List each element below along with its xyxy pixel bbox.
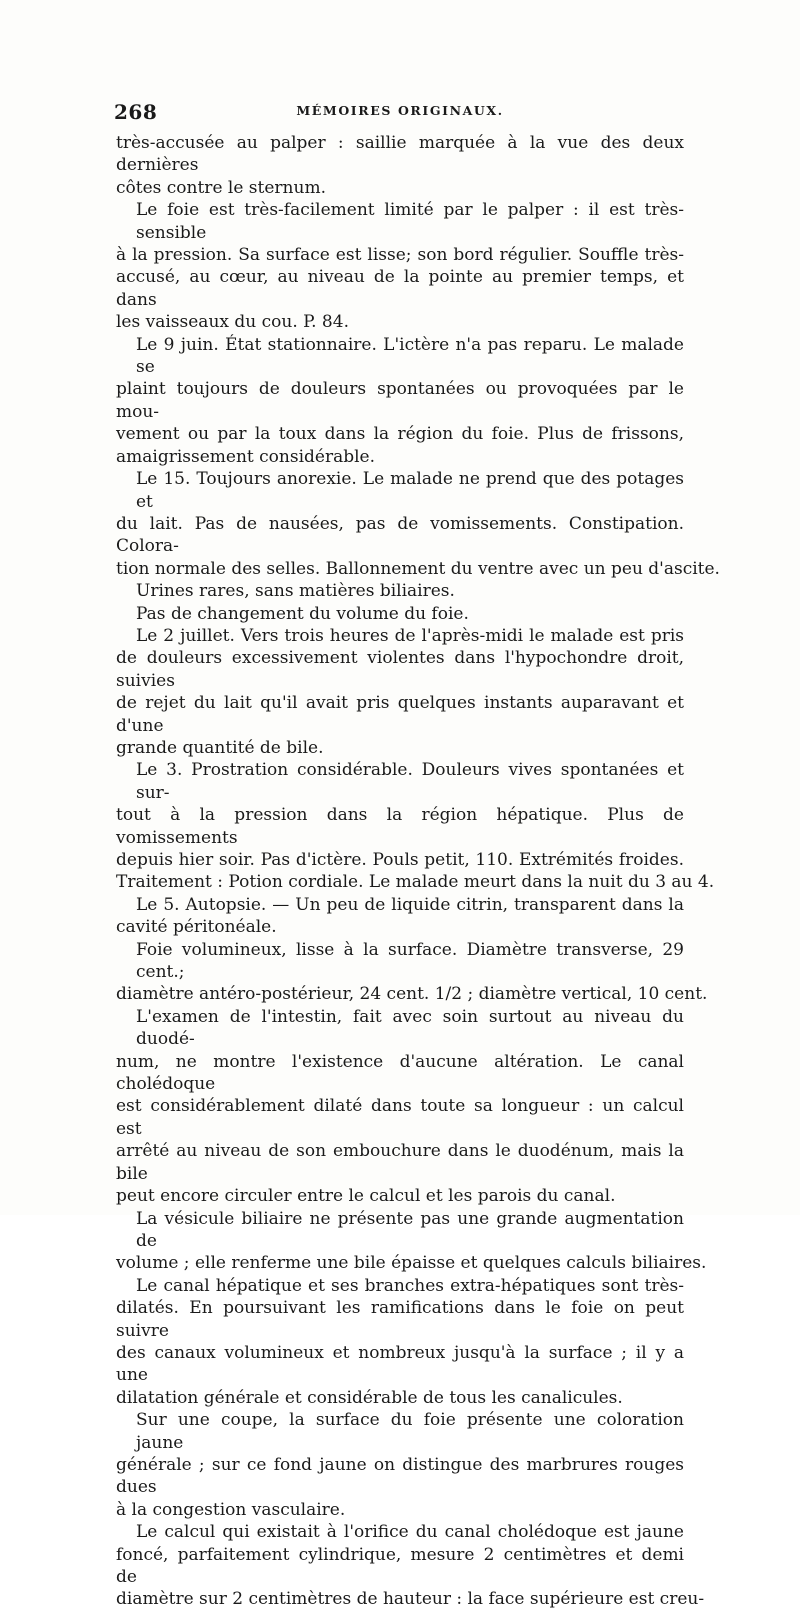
text-line: Le foie est très-facilement limité par le palper : il est très-sensible <box>136 200 684 243</box>
paragraph <box>116 199 684 333</box>
text-line: vement ou par la toux dans la région du foie. Plus de frissons, <box>116 424 684 445</box>
text-line: Foie volumineux, lisse à la surface. Diamètre transverse, 29 cent.; <box>136 939 684 983</box>
text-line: dilatés. En poursuivant les ramifications dans le foie on peut suivre <box>116 1298 684 1341</box>
paragraph <box>116 759 715 893</box>
text-line: Le 2 juillet. Vers trois heures de l'après-midi le malade est pris <box>136 625 684 646</box>
page-number: 268 <box>114 100 158 124</box>
text-line: Le calcul qui existait à l'orifice du canal cholédoque est jaune <box>136 1522 684 1543</box>
text-line: plaint toujours de douleurs spontanées ou provoquées par le mou- <box>116 379 684 422</box>
text-line: L'examen de l'intestin, fait avec soin surtout au niveau du duodé- <box>136 1006 684 1050</box>
text-line: diamètre sur 2 centimètres de hauteur : la face supérieure est creu- <box>116 1589 705 1610</box>
text-line: accusé, au cœur, au niveau de la pointe au premier temps, et dans <box>116 267 684 310</box>
text-line: à la pression. Sa surface est lisse; son bord régulier. Souffle très- <box>116 245 684 266</box>
paragraph <box>116 1409 684 1521</box>
text-line: tion normale des selles. Ballonnement du ventre avec un peu d'ascite. <box>116 558 720 579</box>
text-line: à la congestion vasculaire. <box>116 1499 346 1520</box>
paragraph <box>116 1521 705 1611</box>
text-line: foncé, parfaitement cylindrique, mesure 2 centimètres et demi de <box>116 1544 684 1587</box>
text-line: Le canal hépatique et ses branches extra-hépatiques sont très- <box>136 1275 684 1296</box>
text-line: volume ; elle renferme une bile épaisse et quelques calculs biliaires. <box>116 1253 707 1274</box>
text-line: Urines rares, sans matières biliaires. <box>136 581 455 602</box>
paragraph <box>116 603 684 625</box>
text-line: de rejet du lait qu'il avait pris quelques instants auparavant et d'une <box>116 693 684 736</box>
text-line: Le 3. Prostration considérable. Douleurs vives spontanées et sur- <box>136 760 684 803</box>
paragraph <box>116 334 684 468</box>
paragraph <box>116 894 684 939</box>
text-line: amaigrissement considérable. <box>116 446 376 467</box>
running-title: MÉMOIRES ORIGINAUX. <box>296 103 504 118</box>
text-line: les vaisseaux du cou. P. 84. <box>116 312 349 333</box>
text-line: depuis hier soir. Pas d'ictère. Pouls petit, 110. Extrémités froides. <box>116 850 684 870</box>
text-line: très-accusée au palper : saillie marquée à la vue des deux dernières <box>116 133 684 176</box>
paragraph <box>116 939 708 1006</box>
paragraph <box>116 1006 684 1208</box>
text-line: de douleurs excessivement violentes dans l'hypochondre droit, suivies <box>116 648 684 691</box>
text-line: côtes contre le sternum. <box>116 177 326 198</box>
text-line: La vésicule biliaire ne présente pas une grande augmentation de <box>136 1208 684 1251</box>
paragraph <box>116 1208 707 1275</box>
paragraph <box>116 132 684 199</box>
text-line: Le 15. Toujours anorexie. Le malade ne prend que des potages et <box>136 469 684 512</box>
text-line: du lait. Pas de nausées, pas de vomissements. Constipation. Colora- <box>116 513 684 557</box>
text-line: diamètre antéro-postérieur, 24 cent. 1/2 ; diamètre vertical, 10 cent. <box>116 984 708 1005</box>
text-line: Le 5. Autopsie. — Un peu de liquide citrin, transparent dans la <box>136 894 684 915</box>
paragraph <box>116 468 720 580</box>
text-line: Le 9 juin. État stationnaire. L'ictère n'a pas reparu. Le malade se <box>136 334 684 378</box>
text-line: Sur une coupe, la surface du foie présente une coloration jaune <box>136 1410 684 1453</box>
text-line: cavité péritonéale. <box>116 917 277 938</box>
text-line: tout à la pression dans la région hépatique. Plus de vomissements <box>116 805 684 848</box>
text-line: dilatation générale et considérable de tous les canalicules. <box>116 1387 623 1408</box>
text-line: Pas de changement du volume du foie. <box>136 603 469 624</box>
text-line: générale ; sur ce fond jaune on distingue des marbrures rouges dues <box>116 1454 684 1498</box>
text-line: grande quantité de bile. <box>116 737 324 758</box>
text-line: arrêté au niveau de son embouchure dans le duodénum, mais la bile <box>116 1141 684 1184</box>
paragraph <box>116 625 684 759</box>
page-header <box>114 100 686 126</box>
text-line: num, ne montre l'existence d'aucune altération. Le canal cholédoque <box>116 1051 684 1095</box>
text-line: est considérablement dilaté dans toute sa longueur : un calcul est <box>116 1096 684 1139</box>
paragraph <box>116 1275 684 1409</box>
text-line: Traitement : Potion cordiale. Le malade meurt dans la nuit du 3 au 4. <box>116 872 715 893</box>
text-line: des canaux volumineux et nombreux jusqu'à la surface ; il y a une <box>116 1342 684 1386</box>
text-line: peut encore circuler entre le calcul et les parois du canal. <box>116 1186 616 1207</box>
paragraph <box>116 580 684 602</box>
body-text <box>116 132 720 1611</box>
